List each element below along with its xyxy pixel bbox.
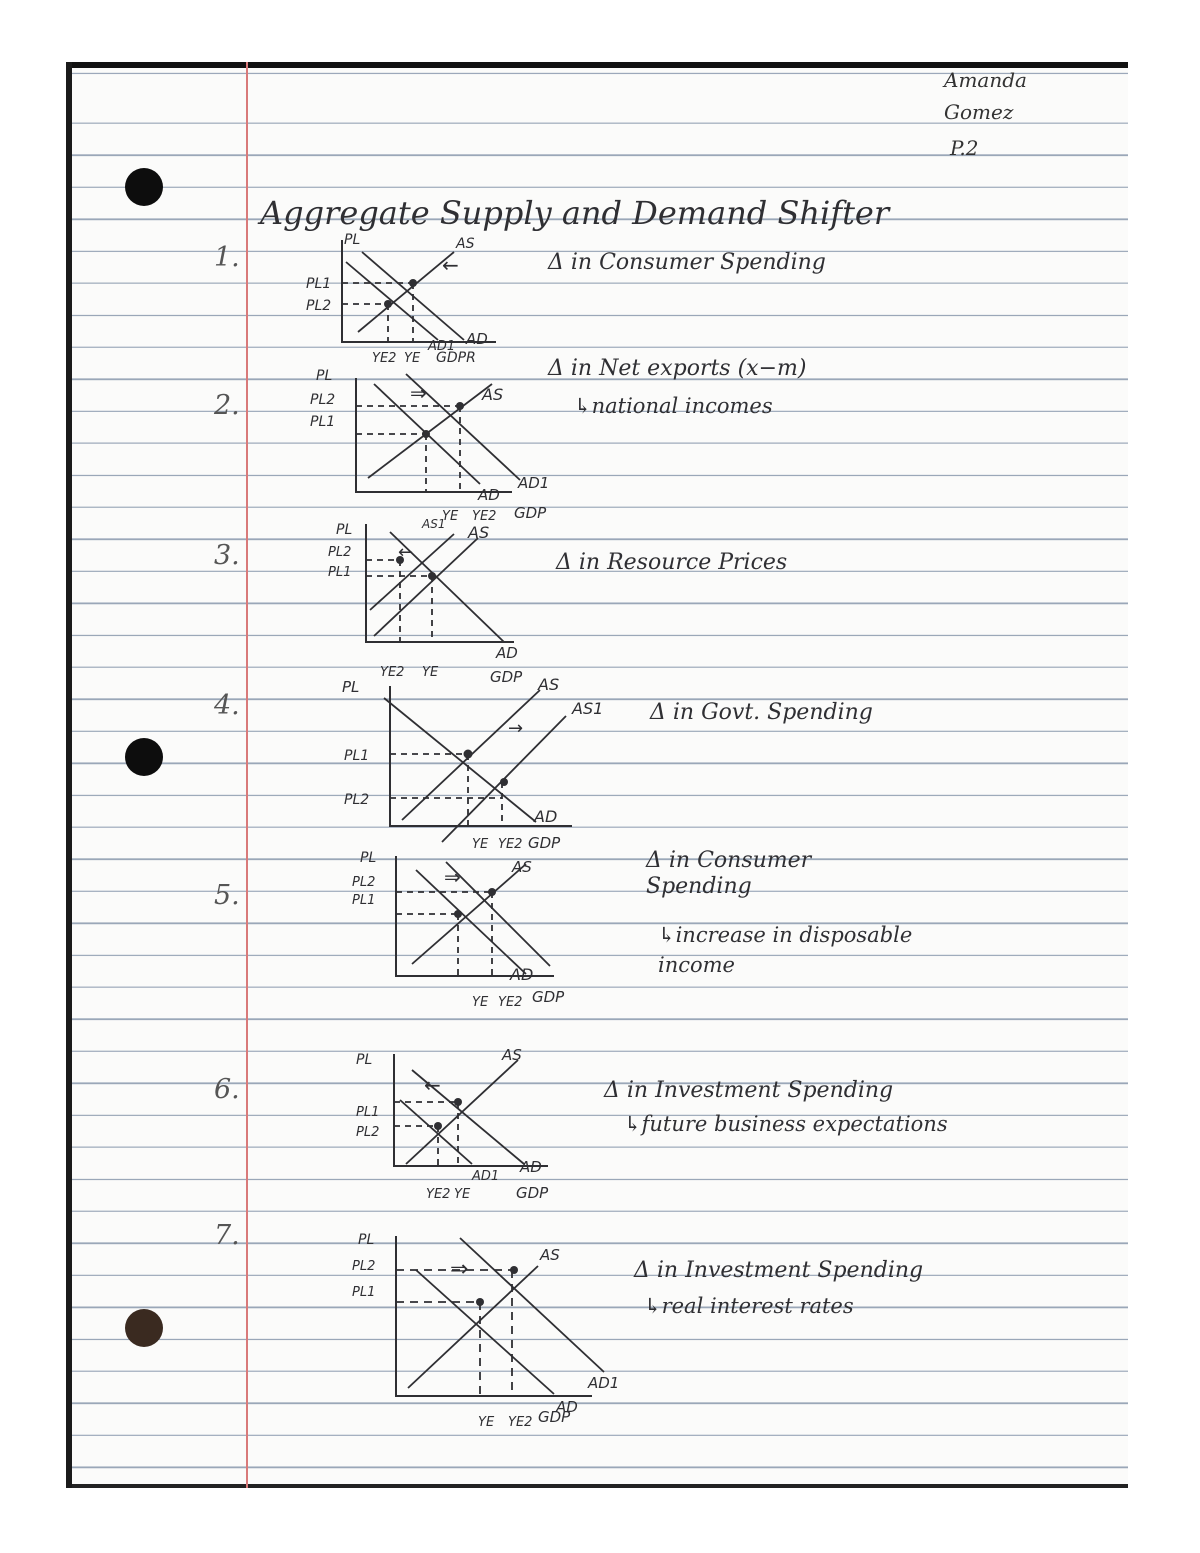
item-7-eq-point-2 — [476, 1298, 484, 1306]
item-1-curve-label-1: AS — [456, 236, 475, 252]
item-1-x-label-1: YE2 — [372, 351, 397, 366]
item-3-price-label-2: PL1 — [328, 565, 352, 580]
item-3-x-label-2: YE — [422, 665, 439, 680]
item-5-price-label-2: PL1 — [352, 893, 376, 908]
item-7-eq-point-1 — [510, 1266, 518, 1274]
item-4-price-label-2: PL2 — [344, 792, 370, 808]
item-7-price-label-2: PL1 — [352, 1285, 376, 1300]
item-1-eq-point-1 — [409, 279, 417, 287]
item-2-price-label-1: PL2 — [310, 392, 336, 408]
item-4-note: Δ in Govt. Spending — [650, 700, 873, 725]
item-4-x-label-3: GDP — [528, 834, 561, 852]
student-name-first: Amanda — [944, 68, 1027, 92]
item-5-shift-arrow: ⇒ — [444, 865, 461, 889]
item-6-x-label-2: YE — [454, 1187, 471, 1202]
item-4-curve-label-3: AD — [534, 807, 558, 826]
item-1-number: 1. — [214, 242, 240, 273]
item-7-number: 7. — [214, 1220, 240, 1251]
item-1-graph — [296, 232, 526, 377]
item-3-x-label-3: GDP — [490, 668, 523, 686]
item-2-curve-label-1: AS — [482, 385, 504, 404]
notebook-page — [72, 62, 1128, 1488]
item-2-sub-note: ↳national incomes — [574, 394, 773, 418]
item-7-curve-label-1: AS — [540, 1246, 560, 1264]
item-7-x-label-2: YE2 — [508, 1415, 533, 1430]
item-4-number: 4. — [214, 690, 240, 721]
item-6-y-axis-label: PL — [356, 1052, 373, 1068]
item-4-shift-arrow: → — [508, 718, 524, 739]
item-4-curve-label-1: AS — [538, 675, 560, 694]
item-7-x-label-1: YE — [478, 1415, 495, 1430]
item-4-x-label-2: YE2 — [498, 837, 523, 852]
item-2-x-label-2: YE2 — [472, 509, 497, 524]
item-4-graph — [322, 672, 642, 856]
item-1-note: Δ in Consumer Spending — [548, 250, 826, 275]
page-title: Aggregate Supply and Demand Shifter — [260, 194, 890, 232]
item-3-axes — [366, 524, 514, 642]
item-2-x-label-3: GDP — [514, 504, 547, 522]
item-5-ad-curve — [416, 870, 526, 974]
item-5-x-label-1: YE — [472, 995, 489, 1010]
item-5-graph — [342, 842, 602, 1012]
item-3-x-label-1: YE2 — [380, 665, 405, 680]
item-3-note: Δ in Resource Prices — [556, 550, 788, 575]
item-4-eq-point-2 — [500, 778, 508, 786]
item-7-note: Δ in Investment Spending — [634, 1258, 924, 1283]
item-6-eq-point-1 — [454, 1098, 462, 1106]
item-5-x-label-3: GDP — [532, 988, 565, 1006]
item-6-x-label-3: GDP — [516, 1184, 549, 1202]
item-6-x-label-1: YE2 — [426, 1187, 451, 1202]
item-2-number: 2. — [214, 390, 240, 421]
item-3-curve-label-3: AD — [496, 644, 518, 662]
item-4-eq-point-1 — [464, 750, 473, 759]
item-1-x-label-3: GDPR — [436, 350, 476, 366]
item-7-sub-note: ↳real interest rates — [644, 1294, 854, 1318]
item-2-eq-point-2 — [422, 430, 430, 438]
item-6-eq-point-2 — [434, 1122, 442, 1130]
item-2-note: Δ in Net exports (x−m) — [548, 356, 807, 381]
item-5-curve-label-1: AS — [512, 858, 532, 876]
item-7-ad-curve — [416, 1270, 554, 1394]
student-name-last: Gomez — [944, 100, 1014, 124]
item-7-y-axis-label: PL — [358, 1232, 375, 1248]
margin-line — [246, 62, 248, 1488]
item-3-graph — [318, 510, 558, 690]
item-1-x-label-2: YE — [404, 351, 421, 366]
item-7-x-label-3: GDP — [538, 1408, 571, 1426]
item-6-graph — [342, 1040, 592, 1210]
item-4-curve-label-2: AS1 — [572, 699, 604, 718]
item-5-eq-point-2 — [454, 910, 462, 918]
punch-hole-top — [125, 168, 163, 206]
item-3-shift-arrow: ← — [398, 542, 414, 563]
item-4-x-label-1: YE — [472, 837, 489, 852]
item-7-as-curve — [408, 1266, 538, 1388]
item-3-eq-point-2 — [428, 572, 436, 580]
item-1-ad1-curve — [346, 262, 438, 340]
item-1-eq-point-2 — [384, 300, 392, 308]
item-6-shift-arrow: ← — [424, 1073, 441, 1097]
item-5-x-label-2: YE2 — [498, 995, 523, 1010]
item-6-axes — [394, 1054, 548, 1166]
item-2-graph — [302, 360, 562, 525]
item-3-price-label-1: PL2 — [328, 545, 352, 560]
item-7-shift-arrow: ⇒ — [450, 1257, 469, 1282]
item-6-note: Δ in Investment Spending — [604, 1078, 894, 1103]
item-4-price-label-1: PL1 — [344, 748, 370, 764]
item-5-note: Δ in Consumer Spending — [646, 848, 812, 899]
item-6-curve-label-3: AD — [520, 1158, 542, 1176]
item-2-curve-label-3: AD1 — [518, 474, 550, 492]
item-1-shift-arrow: ← — [442, 253, 459, 277]
item-2-y-axis-label: PL — [316, 368, 333, 384]
item-3-number: 3. — [214, 540, 240, 571]
item-2-as-curve — [368, 384, 492, 478]
item-1-curve-label-2: AD1 — [428, 339, 456, 354]
item-6-price-label-2: PL2 — [356, 1125, 380, 1140]
punch-hole-middle — [125, 738, 163, 776]
item-5-eq-point-1 — [488, 888, 496, 896]
item-5-y-axis-label: PL — [360, 850, 377, 866]
item-2-x-label-1: YE — [442, 509, 459, 524]
item-6-curve-label-1: AS — [502, 1046, 522, 1064]
item-2-curve-label-2: AD — [478, 486, 500, 504]
item-7-price-label-1: PL2 — [352, 1259, 376, 1274]
item-7-curve-label-3: AD — [556, 1398, 578, 1416]
item-3-y-axis-label: PL — [336, 522, 353, 538]
class-period: P.2 — [950, 136, 979, 160]
item-6-number: 6. — [214, 1074, 240, 1105]
item-2-eq-point-1 — [456, 402, 464, 410]
item-2-shift-arrow: ⇒ — [410, 381, 427, 405]
item-1-price-label-2: PL2 — [306, 298, 332, 314]
item-3-curve-label-1: AS1 — [422, 517, 446, 531]
item-6-ad1-curve — [400, 1100, 472, 1164]
item-5-curve-label-2: AD — [510, 965, 534, 984]
item-6-sub-note: ↳future business expectations — [624, 1112, 948, 1136]
item-3-as-curve — [374, 538, 478, 636]
item-1-price-label-1: PL1 — [306, 276, 332, 292]
item-6-price-label-1: PL1 — [356, 1105, 380, 1120]
item-1-curve-label-3: AD — [466, 330, 488, 348]
item-1-y-axis-label: PL — [344, 232, 361, 248]
item-5-number: 5. — [214, 880, 240, 911]
item-4-y-axis-label: PL — [342, 678, 360, 696]
item-5-price-label-1: PL2 — [352, 875, 376, 890]
item-4-ad-curve — [384, 698, 536, 822]
item-5-sub-note: ↳increase in disposable income — [658, 923, 913, 977]
item-3-curve-label-2: AS — [468, 523, 490, 542]
item-2-price-label-2: PL1 — [310, 414, 336, 430]
item-7-curve-label-2: AD1 — [588, 1374, 620, 1392]
punch-hole-bottom — [125, 1309, 163, 1347]
item-6-curve-label-2: AD1 — [472, 1169, 500, 1184]
item-7-graph — [342, 1230, 642, 1430]
